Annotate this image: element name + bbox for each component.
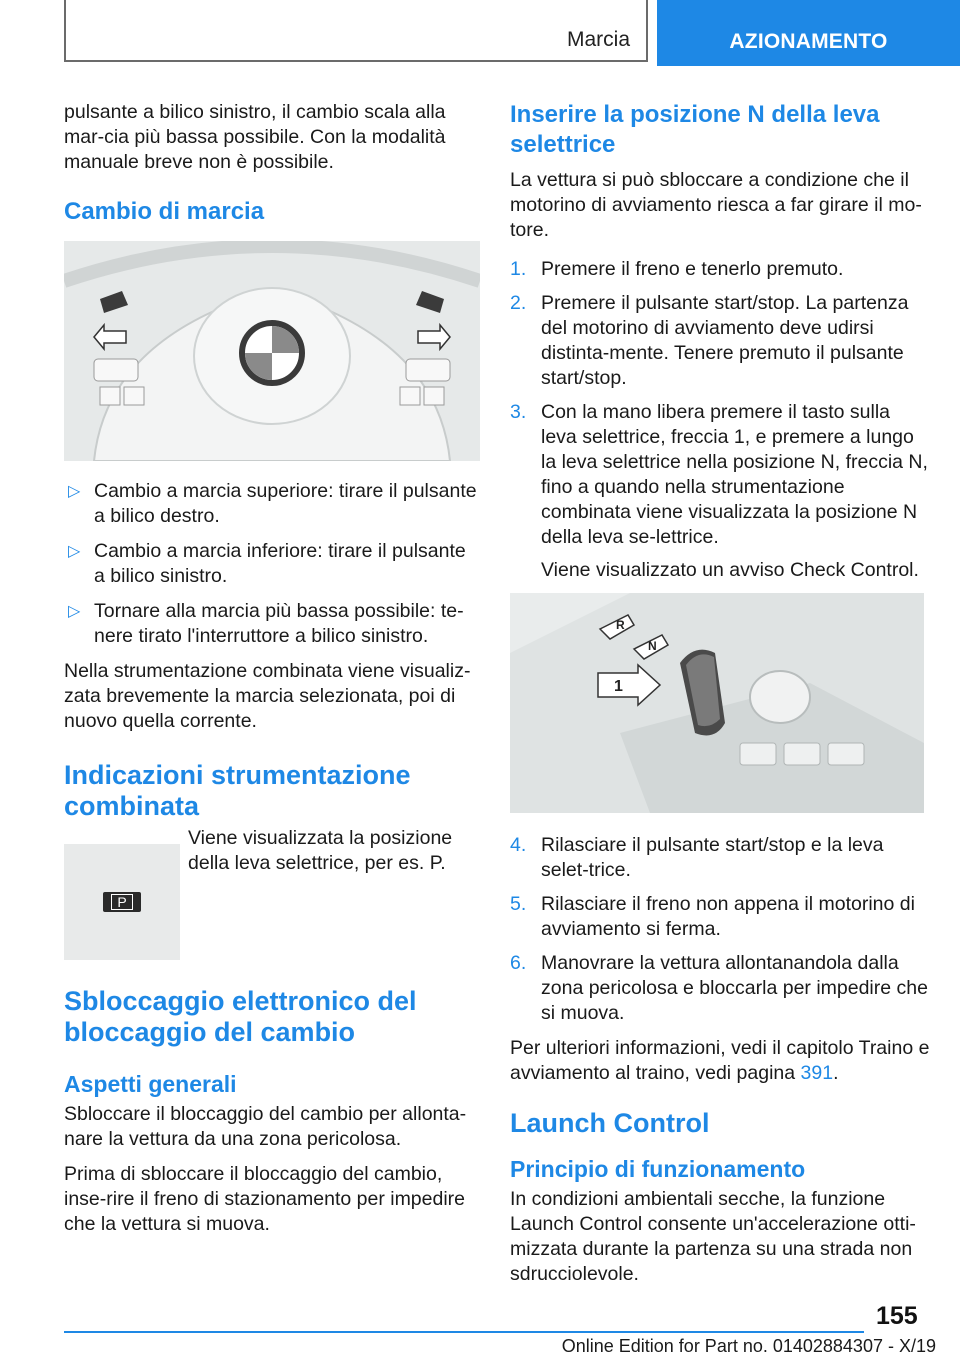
steps-list-b xyxy=(510,833,930,1026)
list-item xyxy=(64,539,480,589)
gear-lever-image xyxy=(510,593,924,813)
reference-text: Per ulteriori informazioni, vedi il capitolo Traino e avviamento al traino, vedi pagina xyxy=(510,1037,930,1084)
arrow-label-r: R xyxy=(616,618,625,632)
display-example-row xyxy=(64,827,480,960)
step-text: Premere il freno e tenerlo premuto. xyxy=(541,258,844,280)
step-subnote: Viene visualizzato un avviso Check Control. xyxy=(541,559,919,581)
steering-wheel-illustration xyxy=(64,241,480,461)
display-text: Viene visualizzata la posizione della leva selettrice, per es. P. xyxy=(188,827,453,874)
step-number: 1. xyxy=(510,258,527,280)
steering-wheel-image xyxy=(64,241,480,461)
steps-list-a xyxy=(510,257,930,583)
principle-heading: Principio di funzionamento xyxy=(510,1156,806,1182)
step-item xyxy=(510,892,930,942)
left-column xyxy=(64,100,480,1247)
footer-edition: Online Edition for Part no. 01402884307 - X/19 xyxy=(561,1336,936,1356)
step-number: 6. xyxy=(510,952,527,974)
step-number: 3. xyxy=(510,401,527,423)
list-item-text: Cambio a marcia inferiore: tirare il pulsante a bilico sinistro. xyxy=(94,540,466,587)
n-intro-paragraph: La vettura si può sbloccare a condizione che il motorino di avviamento riesca a far girare il mo-tore. xyxy=(510,169,922,241)
launch-control-heading: Launch Control xyxy=(510,1108,710,1138)
step-text: Rilasciare il freno non appena il motorino di avviamento si ferma. xyxy=(541,893,915,940)
step-number: 4. xyxy=(510,834,527,856)
general-paragraph-1: Sbloccare il bloccaggio del cambio per allonta-nare la vettura da una zona pericolosa. xyxy=(64,1103,467,1150)
gear-heading: Cambio di marcia xyxy=(64,198,265,225)
step-text: Manovrare la vettura allontanandola dalla zona pericolosa e bloccarla per impedire che si muova. xyxy=(541,952,928,1024)
list-item xyxy=(64,599,480,649)
step-number: 5. xyxy=(510,893,527,915)
page-number: 155 xyxy=(876,1302,918,1330)
step-text: Con la mano libera premere il tasto sulla leva selettrice, freccia 1, e premere a lungo la leva selettrice nella posizione N, freccia N, fino a quando nella strumentazione combinata viene visualizzata la posizione N della leva se-lettrice. xyxy=(541,401,928,548)
gear-p-letter: P xyxy=(111,894,132,910)
step-item xyxy=(510,833,930,883)
gear-shift-list xyxy=(64,479,480,649)
header-chapter-tab: AZIONAMENTO xyxy=(657,0,960,66)
list-item-text: Tornare alla marcia più bassa possibile: te-nere tirato l'interruttore a bilico sinistro. xyxy=(94,600,464,647)
header-section-title: Marcia xyxy=(566,28,630,51)
gear-lever-illustration xyxy=(510,593,924,813)
principle-paragraph: In condizioni ambientali secche, la funzione Launch Control consente un'accelerazione otti-mizzata durante la partenza su una strada non sdrucciolevole. xyxy=(510,1188,916,1285)
step-number: 2. xyxy=(510,292,527,314)
triangle-bullet-icon: ▷ xyxy=(68,483,81,500)
gear-note-paragraph: Nella strumentazione combinata viene visualiz-zata brevemente la marcia selezionata, poi di nuovo quella corrente. xyxy=(64,660,471,732)
reference-end: . xyxy=(833,1062,839,1084)
n-position-heading: Inserire la posizione N della leva selettrice xyxy=(510,101,880,158)
step-item xyxy=(510,291,930,391)
page-reference-link[interactable]: 391 xyxy=(800,1062,834,1084)
header-box xyxy=(64,0,648,62)
display-heading: Indicazioni strumentazione combinata xyxy=(64,760,411,821)
arrow-label-n: N xyxy=(648,639,657,653)
list-item-text: Cambio a marcia superiore: tirare il pulsante a bilico destro. xyxy=(94,480,477,527)
step-text: Premere il pulsante start/stop. La partenza del motorino di avviamento deve udirsi distinta-mente. Tenere premuto il pulsante start/stop. xyxy=(541,292,909,389)
triangle-bullet-icon: ▷ xyxy=(68,603,81,620)
list-item xyxy=(64,479,480,529)
triangle-bullet-icon: ▷ xyxy=(68,543,81,560)
unlock-heading: Sbloccaggio elettronico del bloccaggio del cambio xyxy=(64,986,417,1047)
arrow-label-1: 1 xyxy=(614,678,623,695)
instrument-cluster-image xyxy=(64,844,180,960)
step-item xyxy=(510,951,930,1026)
step-item xyxy=(510,400,930,583)
reference-paragraph xyxy=(510,1036,930,1086)
step-item xyxy=(510,257,930,282)
intro-paragraph: pulsante a bilico sinistro, il cambio scala alla mar-cia più bassa possibile. Con la modalità manuale breve non è possibile. xyxy=(64,101,446,173)
right-column xyxy=(510,100,930,1297)
general-heading: Aspetti generali xyxy=(64,1071,237,1097)
footer-divider xyxy=(64,1331,864,1333)
gear-p-indicator xyxy=(103,892,141,912)
step-text: Rilasciare il pulsante start/stop e la leva selet-trice. xyxy=(541,834,884,881)
general-paragraph-2: Prima di sbloccare il bloccaggio del cambio, inse-rire il freno di stazionamento per impedire che la vettura si muova. xyxy=(64,1163,466,1235)
